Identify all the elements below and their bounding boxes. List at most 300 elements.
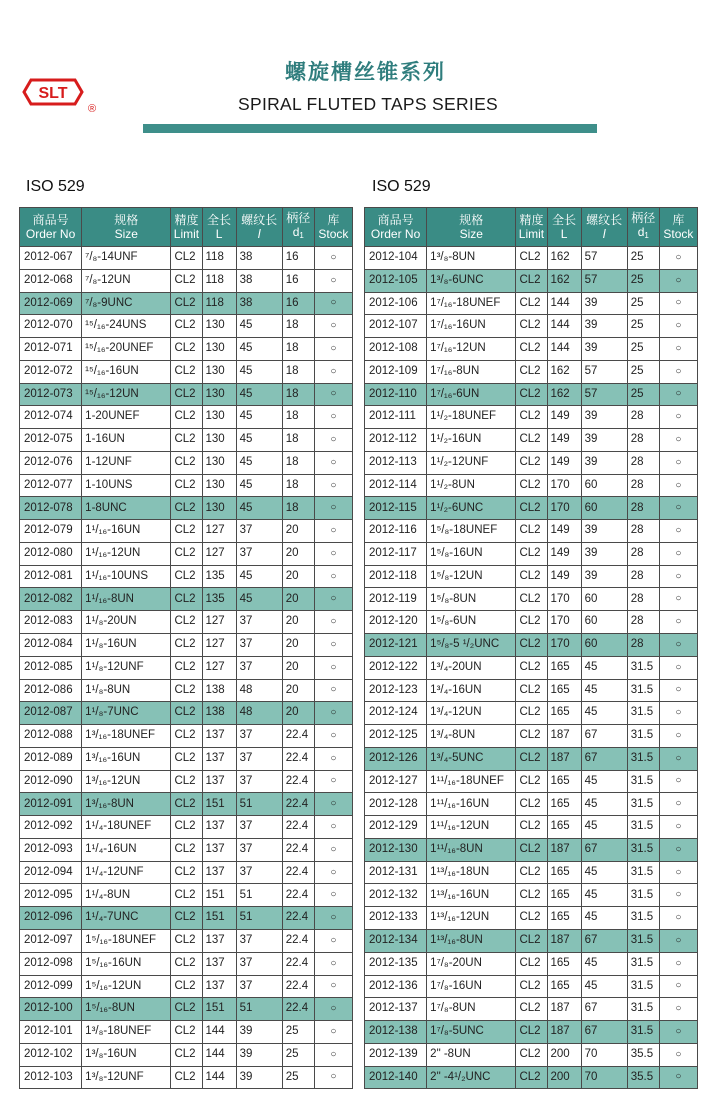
cell-size: 1¹³/₁₆-16UN [427,884,516,907]
cell-thread-length: 45 [581,907,627,930]
cell-length: 162 [547,360,581,383]
cell-shank-dia: 25 [627,269,659,292]
cell-size: 2" -4¹/₂UNC [427,1066,516,1089]
cell-thread-length: 39 [581,429,627,452]
cell-stock: ○ [314,634,352,657]
column-header-thread-length [581,208,627,247]
cell-length: 118 [202,292,236,315]
cell-size: 1⁵/₁₆-18UNEF [82,929,171,952]
table-row [20,907,353,930]
column-header-limit [516,208,547,247]
cell-length: 118 [202,247,236,270]
cell-thread-length: 37 [236,611,282,634]
cell-limit: CL2 [171,588,202,611]
cell-thread-length: 70 [581,1043,627,1066]
cell-stock: ○ [314,975,352,998]
cell-length: 127 [202,611,236,634]
cell-stock: ○ [659,907,697,930]
cell-size: 1⁵/₈-12UN [427,565,516,588]
standard-label-left: ISO 529 [26,178,85,195]
column-header-length-cn: 全长 [207,213,232,227]
cell-shank-dia: 28 [627,451,659,474]
cell-length: 187 [547,998,581,1021]
cell-stock: ○ [659,634,697,657]
cell-order-no: 2012-099 [20,975,82,998]
cell-length: 162 [547,247,581,270]
cell-shank-dia: 20 [282,542,314,565]
cell-order-no: 2012-067 [20,247,82,270]
cell-limit: CL2 [171,838,202,861]
cell-shank-dia: 25 [282,1066,314,1089]
cell-stock: ○ [659,884,697,907]
cell-shank-dia: 22.4 [282,725,314,748]
cell-order-no: 2012-087 [20,702,82,725]
cell-thread-length: 45 [236,360,282,383]
table-row [365,998,698,1021]
cell-length: 130 [202,451,236,474]
cell-stock: ○ [314,360,352,383]
cell-size: 1¹/₄-16UN [82,838,171,861]
cell-thread-length: 45 [581,793,627,816]
cell-limit: CL2 [171,1043,202,1066]
cell-stock: ○ [314,542,352,565]
cell-limit: CL2 [516,292,547,315]
cell-order-no: 2012-085 [20,656,82,679]
cell-shank-dia: 25 [627,247,659,270]
cell-thread-length: 39 [236,1043,282,1066]
cell-length: 149 [547,451,581,474]
cell-stock: ○ [659,542,697,565]
cell-shank-dia: 20 [282,611,314,634]
cell-order-no: 2012-132 [365,884,427,907]
cell-size: 1¹³/₁₆-18UN [427,861,516,884]
cell-stock: ○ [314,702,352,725]
cell-limit: CL2 [516,998,547,1021]
cell-stock: ○ [314,269,352,292]
cell-limit: CL2 [171,634,202,657]
cell-length: 127 [202,656,236,679]
cell-limit: CL2 [171,929,202,952]
cell-stock: ○ [659,725,697,748]
table-row [365,634,698,657]
cell-limit: CL2 [516,588,547,611]
cell-length: 144 [202,1021,236,1044]
cell-shank-dia: 16 [282,247,314,270]
cell-thread-length: 45 [236,497,282,520]
cell-length: 170 [547,588,581,611]
column-header-limit-en [171,227,201,241]
cell-shank-dia: 31.5 [627,747,659,770]
cell-order-no: 2012-091 [20,793,82,816]
cell-thread-length: 38 [236,292,282,315]
cell-shank-dia: 31.5 [627,725,659,748]
column-header-stock [659,208,697,247]
cell-order-no: 2012-100 [20,998,82,1021]
cell-length: 170 [547,634,581,657]
cell-limit: CL2 [516,702,547,725]
cell-shank-dia: 35.5 [627,1043,659,1066]
registered-mark: ® [88,103,97,115]
cell-order-no: 2012-113 [365,451,427,474]
cell-order-no: 2012-119 [365,588,427,611]
cell-stock: ○ [659,952,697,975]
column-header-shank-dia-cn: 柄径 [631,211,656,225]
cell-thread-length: 67 [581,1021,627,1044]
cell-order-no: 2012-117 [365,542,427,565]
cell-thread-length: 45 [581,816,627,839]
cell-limit: CL2 [516,747,547,770]
column-header-length-cn: 全长 [552,213,577,227]
cell-shank-dia: 20 [282,656,314,679]
cell-length: 165 [547,656,581,679]
column-header-thread-length-en-text: l [257,227,261,241]
cell-thread-length: 37 [236,725,282,748]
cell-shank-dia: 28 [627,611,659,634]
cell-stock: ○ [659,315,697,338]
table-row [20,1021,353,1044]
cell-stock: ○ [314,952,352,975]
table-row [365,1021,698,1044]
cell-shank-dia: 22.4 [282,929,314,952]
cell-limit: CL2 [516,656,547,679]
cell-thread-length: 67 [581,725,627,748]
cell-size: 1¹/₈-7UNC [82,702,171,725]
cell-size: 1-10UNS [82,474,171,497]
column-header-thread-length-en [237,227,282,241]
column-header-shank-dia [282,208,314,247]
cell-limit: CL2 [171,429,202,452]
cell-thread-length: 51 [236,998,282,1021]
cell-thread-length: 57 [581,247,627,270]
cell-thread-length: 39 [581,315,627,338]
cell-order-no: 2012-081 [20,565,82,588]
cell-order-no: 2012-095 [20,884,82,907]
cell-shank-dia: 22.4 [282,838,314,861]
table-row [365,520,698,543]
cell-stock: ○ [659,770,697,793]
cell-order-no: 2012-115 [365,497,427,520]
table-row [365,1066,698,1089]
cell-length: 137 [202,975,236,998]
cell-limit: CL2 [516,269,547,292]
cell-shank-dia: 25 [627,315,659,338]
column-header-order-no-en [20,227,81,241]
cell-size: 1⁷/₈-16UN [427,975,516,998]
table-row [365,952,698,975]
cell-shank-dia: 22.4 [282,952,314,975]
cell-length: 137 [202,952,236,975]
cell-limit: CL2 [516,838,547,861]
cell-stock: ○ [314,315,352,338]
cell-length: 162 [547,269,581,292]
cell-size: 1-16UN [82,429,171,452]
cell-shank-dia: 20 [282,520,314,543]
cell-length: 137 [202,770,236,793]
cell-stock: ○ [659,1066,697,1089]
cell-size: 1¹¹/₁₆-18UNEF [427,770,516,793]
cell-size: 1⁵/₈-8UN [427,588,516,611]
cell-stock: ○ [659,429,697,452]
table-row [365,360,698,383]
table-header-row [365,208,698,247]
cell-size: 1⁷/₁₆-8UN [427,360,516,383]
cell-shank-dia: 31.5 [627,838,659,861]
cell-order-no: 2012-090 [20,770,82,793]
cell-size: 1³/₁₆-12UN [82,770,171,793]
column-header-limit-cn: 精度 [174,213,199,227]
cell-size: 1⁷/₁₆-6UN [427,383,516,406]
table-row [20,269,353,292]
cell-thread-length: 45 [236,315,282,338]
cell-stock: ○ [314,884,352,907]
table-row [20,793,353,816]
cell-stock: ○ [659,1043,697,1066]
cell-shank-dia: 28 [627,634,659,657]
cell-shank-dia: 25 [627,360,659,383]
cell-thread-length: 45 [236,565,282,588]
cell-stock: ○ [659,474,697,497]
table-row [20,952,353,975]
table-row [20,406,353,429]
cell-shank-dia: 16 [282,292,314,315]
cell-limit: CL2 [171,679,202,702]
cell-shank-dia: 20 [282,565,314,588]
cell-thread-length: 37 [236,861,282,884]
cell-stock: ○ [314,816,352,839]
cell-thread-length: 37 [236,952,282,975]
cell-size: ¹⁵/₁₆-12UN [82,383,171,406]
table-row [20,884,353,907]
cell-length: 165 [547,679,581,702]
cell-size: 1⁵/₁₆-8UN [82,998,171,1021]
cell-thread-length: 39 [581,338,627,361]
cell-limit: CL2 [171,816,202,839]
cell-limit: CL2 [171,542,202,565]
table-row [365,975,698,998]
cell-stock: ○ [659,816,697,839]
cell-stock: ○ [659,383,697,406]
spec-table-right [364,207,698,1089]
cell-limit: CL2 [171,907,202,930]
cell-size: 1³/₈-6UNC [427,269,516,292]
column-header-thread-length [236,208,282,247]
cell-limit: CL2 [516,884,547,907]
table-row [365,383,698,406]
cell-limit: CL2 [516,975,547,998]
table-row [365,338,698,361]
cell-length: 165 [547,861,581,884]
cell-shank-dia: 31.5 [627,861,659,884]
cell-length: 138 [202,679,236,702]
cell-order-no: 2012-101 [20,1021,82,1044]
column-header-size-en [82,227,170,241]
column-header-limit-en-text: Limit [518,227,545,241]
cell-shank-dia: 31.5 [627,975,659,998]
cell-limit: CL2 [171,315,202,338]
cell-stock: ○ [314,1066,352,1089]
cell-thread-length: 45 [236,338,282,361]
cell-shank-dia: 28 [627,588,659,611]
cell-order-no: 2012-083 [20,611,82,634]
cell-size: 1¹³/₁₆-8UN [427,929,516,952]
cell-shank-dia: 22.4 [282,793,314,816]
table-row [365,793,698,816]
cell-limit: CL2 [171,520,202,543]
cell-size: 1³/₈-16UN [82,1043,171,1066]
cell-stock: ○ [314,907,352,930]
cell-shank-dia: 31.5 [627,884,659,907]
cell-stock: ○ [659,861,697,884]
table-row [20,611,353,634]
cell-order-no: 2012-138 [365,1021,427,1044]
cell-limit: CL2 [516,861,547,884]
slt-logo [22,77,84,107]
cell-stock: ○ [314,292,352,315]
cell-thread-length: 45 [236,383,282,406]
cell-shank-dia: 25 [282,1021,314,1044]
cell-shank-dia: 25 [627,383,659,406]
cell-limit: CL2 [516,1021,547,1044]
cell-order-no: 2012-107 [365,315,427,338]
cell-size: 1⁷/₈-8UN [427,998,516,1021]
table-row [365,747,698,770]
cell-stock: ○ [659,269,697,292]
column-header-shank-dia-en-text: d [292,225,300,239]
cell-shank-dia: 22.4 [282,975,314,998]
cell-order-no: 2012-125 [365,725,427,748]
column-header-order-no [20,208,82,247]
cell-length: 170 [547,474,581,497]
cell-limit: CL2 [516,542,547,565]
table-row [20,520,353,543]
cell-shank-dia: 18 [282,429,314,452]
column-header-size-cn: 规格 [114,213,139,227]
cell-order-no: 2012-089 [20,747,82,770]
cell-stock: ○ [314,770,352,793]
cell-thread-length: 51 [236,907,282,930]
cell-thread-length: 45 [581,679,627,702]
cell-length: 144 [547,315,581,338]
cell-size: 1³/₁₆-18UNEF [82,725,171,748]
cell-length: 165 [547,975,581,998]
cell-thread-length: 45 [236,451,282,474]
cell-stock: ○ [659,292,697,315]
cell-order-no: 2012-127 [365,770,427,793]
cell-length: 127 [202,634,236,657]
cell-length: 137 [202,929,236,952]
cell-size: 1¹/₄-7UNC [82,907,171,930]
column-header-length [202,208,236,247]
cell-length: 200 [547,1043,581,1066]
cell-thread-length: 45 [581,952,627,975]
cell-shank-dia: 25 [627,338,659,361]
table-row [365,611,698,634]
cell-stock: ○ [314,474,352,497]
cell-order-no: 2012-076 [20,451,82,474]
cell-thread-length: 45 [581,884,627,907]
cell-limit: CL2 [171,1066,202,1089]
cell-order-no: 2012-093 [20,838,82,861]
cell-thread-length: 45 [236,474,282,497]
cell-length: 135 [202,588,236,611]
cell-thread-length: 67 [581,747,627,770]
cell-shank-dia: 28 [627,474,659,497]
cell-length: 130 [202,474,236,497]
cell-order-no: 2012-137 [365,998,427,1021]
cell-stock: ○ [659,747,697,770]
cell-order-no: 2012-129 [365,816,427,839]
cell-size: 1-8UNC [82,497,171,520]
standard-label-right: ISO 529 [372,178,431,195]
cell-size: 1⁵/₁₆-12UN [82,975,171,998]
cell-limit: CL2 [516,451,547,474]
cell-shank-dia: 31.5 [627,770,659,793]
cell-limit: CL2 [516,907,547,930]
table-row [365,907,698,930]
table-row [365,861,698,884]
cell-order-no: 2012-068 [20,269,82,292]
column-header-stock-cn: 库 [672,213,685,227]
cell-stock: ○ [314,793,352,816]
cell-order-no: 2012-124 [365,702,427,725]
cell-thread-length: 60 [581,588,627,611]
column-header-shank-sub: 1 [644,231,649,240]
cell-limit: CL2 [171,451,202,474]
cell-limit: CL2 [516,360,547,383]
cell-limit: CL2 [516,338,547,361]
cell-size: 1¹/₁₆-16UN [82,520,171,543]
cell-limit: CL2 [171,497,202,520]
cell-shank-dia: 31.5 [627,679,659,702]
table-row [20,383,353,406]
cell-order-no: 2012-070 [20,315,82,338]
cell-stock: ○ [314,679,352,702]
cell-length: 151 [202,998,236,1021]
column-header-shank-dia-en [283,225,314,243]
cell-shank-dia: 22.4 [282,907,314,930]
cell-limit: CL2 [171,338,202,361]
page-title-en: SPIRAL FLUTED TAPS SERIES [238,94,499,114]
cell-size: 1⁷/₁₆-16UN [427,315,516,338]
cell-stock: ○ [314,588,352,611]
table-row [20,429,353,452]
cell-limit: CL2 [171,383,202,406]
table-row [20,975,353,998]
cell-limit: CL2 [171,247,202,270]
cell-thread-length: 39 [581,451,627,474]
cell-length: 144 [547,292,581,315]
cell-stock: ○ [659,406,697,429]
cell-order-no: 2012-096 [20,907,82,930]
cell-size: 1³/₈-8UN [427,247,516,270]
cell-order-no: 2012-109 [365,360,427,383]
cell-order-no: 2012-140 [365,1066,427,1089]
cell-order-no: 2012-075 [20,429,82,452]
cell-stock: ○ [314,611,352,634]
cell-shank-dia: 28 [627,429,659,452]
table-row [20,497,353,520]
column-header-order-no [365,208,427,247]
cell-length: 130 [202,429,236,452]
cell-stock: ○ [314,497,352,520]
cell-size: 1¹/₁₆-12UN [82,542,171,565]
cell-length: 135 [202,565,236,588]
cell-length: 170 [547,497,581,520]
table-row [20,1066,353,1089]
cell-length: 151 [202,793,236,816]
cell-stock: ○ [314,520,352,543]
cell-thread-length: 57 [581,360,627,383]
